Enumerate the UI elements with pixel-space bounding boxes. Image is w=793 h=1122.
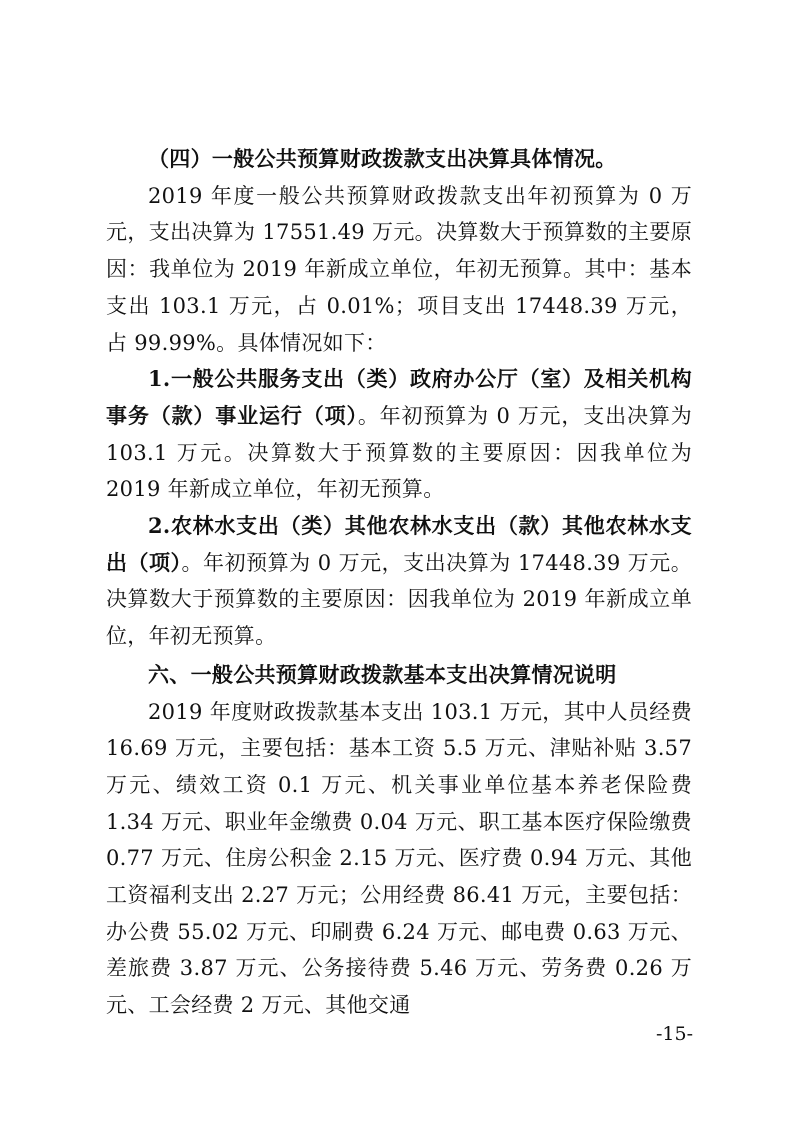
- item-title-1: 1.一般公共服务支出（类）政府办公厅（室）及相关机构事务（款）事业运行（项）: [106, 366, 692, 428]
- section-six-body: 2019 年度财政拨款基本支出 103.1 万元，其中人员经费 16.69 万元，主要包括：基本工资 5.5 万元、津贴补贴 3.57 万元、绩效工资 0.1 万元、机关事业单位基本养老保险费 1.34 万元、职业年金缴费 0.04 万元、职工基本医疗保险缴费 0.77 万元、住房公积金 2.15 万元、医疗费 0.94 万元、其他工资福利支出 2.27 万元；公用经费 86.41 万元，主要包括：办公费 55.02 万元、印刷费 6.24 万元、邮电费 0.63 万元、差旅费 3.87 万元、公务接待费 5.46 万元、劳务费 0.26 万元、工会经费 2 万元、其他交通: [106, 699, 692, 1018]
- item-body-1: 。年初预算为 0 万元，支出决算为 103.1 万元。决算数大于预算数的主要原因：因我单位为 2019 年新成立单位，年初无预算。: [106, 403, 692, 502]
- item-body-2: 。年初预算为 0 万元，支出决算为 17448.39 万元。决算数大于预算数的主要原因：因我单位为 2019 年新成立单位，年初无预算。: [106, 550, 693, 649]
- section-four-heading: （四）一般公共预算财政拨款支出决算具体情况。: [148, 146, 617, 171]
- item-paragraph-2: [106, 508, 692, 655]
- document-page: [106, 141, 692, 1024]
- item-title-2: 2.农林水支出（类）其他农林水支出（款）其他农林水支出（项）: [106, 513, 692, 575]
- page-number: -15-: [655, 1023, 693, 1045]
- section-four-intro: 2019 年度一般公共预算财政拨款支出年初预算为 0 万元，支出决算为 17551.49 万元。决算数大于预算数的主要原因：我单位为 2019 年新成立单位，年初无预算。其中：基本支出 103.1 万元，占 0.01%；项目支出 17448.39 万元，占 99.99%。具体情况如下：: [106, 183, 692, 355]
- section-six-heading: 六、一般公共预算财政拨款基本支出决算情况说明: [148, 661, 617, 687]
- item-paragraph-1: [106, 361, 692, 508]
